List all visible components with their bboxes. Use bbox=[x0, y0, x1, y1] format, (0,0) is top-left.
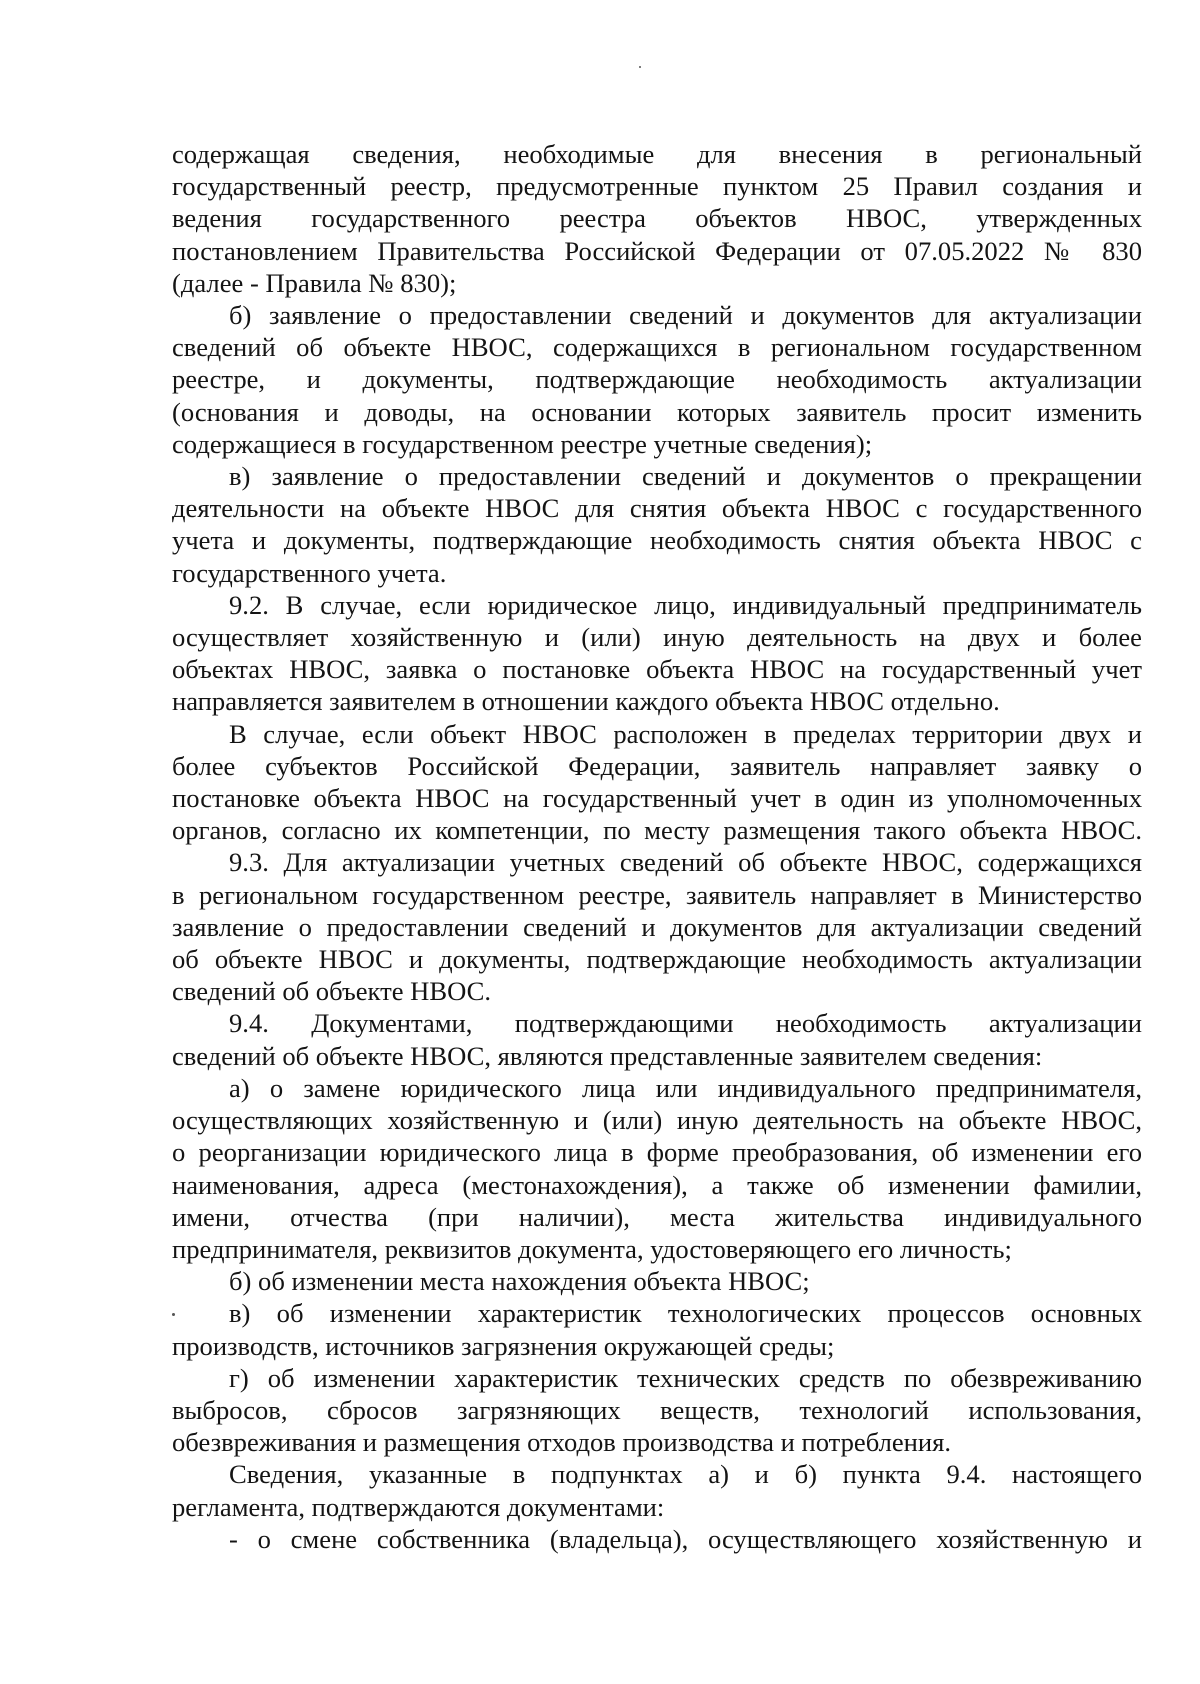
paragraph bbox=[172, 1458, 1142, 1522]
paragraph bbox=[172, 460, 1142, 589]
paragraph bbox=[172, 138, 1142, 299]
text-line: реестре, и документы, подтверждающие необходимость актуализации bbox=[172, 364, 1142, 395]
text-line: (основания и доводы, на основании которых заявитель просит изменить bbox=[172, 396, 1142, 427]
text-line: 9.3. Для актуализации учетных сведений об объекте НВОС, содержащихся bbox=[229, 847, 1142, 878]
text-line: государственный реестр, предусмотренные пунктом 25 Правил создания и bbox=[172, 171, 1142, 202]
text-line: сведений об объекте НВОС, являются представленные заявителем сведения: bbox=[172, 1040, 1043, 1071]
text-line: осуществляет хозяйственную и (или) иную деятельность на двух и более bbox=[172, 622, 1142, 653]
text-line: направляется заявителем в отношении каждого объекта НВОС отдельно. bbox=[172, 686, 1000, 717]
paragraph bbox=[172, 1007, 1142, 1071]
paragraph bbox=[172, 589, 1142, 718]
text-line: а) о замене юридического лица или индивидуального предпринимателя, bbox=[229, 1072, 1142, 1103]
scan-speck bbox=[639, 66, 641, 68]
paragraph bbox=[172, 1362, 1142, 1459]
text-line: б) об изменении места нахождения объекта НВОС; bbox=[229, 1266, 810, 1297]
text-line: в) об изменении характеристик технологических процессов основных bbox=[229, 1298, 1142, 1329]
text-line: сведений об объекте НВОС, содержащихся в региональном государственном bbox=[172, 332, 1142, 363]
text-line: более субъектов Российской Федерации, заявитель направляет заявку о bbox=[172, 750, 1142, 781]
text-line: наименования, адреса (местонахождения), а также об изменении фамилии, bbox=[172, 1169, 1142, 1200]
text-line: постановке объекта НВОС на государственный учет в один из уполномоченных bbox=[172, 783, 1142, 814]
text-line: предпринимателя, реквизитов документа, удостоверяющего его личность; bbox=[172, 1233, 1012, 1264]
text-line: производств, источников загрязнения окружающей среды; bbox=[172, 1330, 835, 1361]
text-line: (далее - Правила № 830); bbox=[172, 267, 457, 298]
text-line: постановлением Правительства Российской Федерации от 07.05.2022 № 830 bbox=[172, 235, 1142, 266]
text-line: регламента, подтверждаются документами: bbox=[172, 1491, 665, 1522]
text-line: 9.2. В случае, если юридическое лицо, индивидуальный предприниматель bbox=[229, 589, 1142, 620]
paragraph bbox=[172, 1072, 1142, 1265]
text-line: содержащая сведения, необходимые для внесения в региональный bbox=[172, 139, 1142, 169]
paragraph bbox=[172, 1265, 1142, 1297]
text-line: 9.4. Документами, подтверждающими необходимость актуализации bbox=[229, 1008, 1142, 1039]
text-line: обезвреживания и размещения отходов производства и потребления. bbox=[172, 1427, 951, 1458]
document-body bbox=[172, 138, 1142, 1555]
text-line: объектах НВОС, заявка о постановке объекта НВОС на государственный учет bbox=[172, 654, 1142, 685]
paragraph bbox=[172, 1297, 1142, 1361]
text-line: Сведения, указанные в подпунктах а) и б) пункта 9.4. настоящего bbox=[229, 1459, 1142, 1490]
text-line: деятельности на объекте НВОС для снятия объекта НВОС с государственного bbox=[172, 493, 1142, 524]
paragraph bbox=[172, 846, 1142, 1007]
text-line: заявление о предоставлении сведений и документов для актуализации сведений bbox=[172, 911, 1142, 942]
text-line: содержащиеся в государственном реестре учетные сведения); bbox=[172, 428, 873, 459]
text-line: г) об изменении характеристик технических средств по обезвреживанию bbox=[229, 1362, 1142, 1393]
text-line: - о смене собственника (владельца), осуществляющего хозяйственную и bbox=[229, 1523, 1142, 1554]
text-line: осуществляющих хозяйственную и (или) иную деятельность на объекте НВОС, bbox=[172, 1105, 1142, 1136]
text-line: о реорганизации юридического лица в форме преобразования, об изменении его bbox=[172, 1137, 1142, 1168]
paragraph bbox=[172, 1523, 1142, 1555]
paragraph bbox=[172, 718, 1142, 847]
text-line: об объекте НВОС и документы, подтверждающие необходимость актуализации bbox=[172, 944, 1142, 975]
text-line: учета и документы, подтверждающие необходимость снятия объекта НВОС с bbox=[172, 525, 1142, 556]
text-line: В случае, если объект НВОС расположен в пределах территории двух и bbox=[229, 718, 1142, 749]
text-line: б) заявление о предоставлении сведений и документов для актуализации bbox=[229, 300, 1142, 331]
text-line: сведений об объекте НВОС. bbox=[172, 976, 492, 1007]
text-line: ведения государственного реестра объектов НВОС, утвержденных bbox=[172, 203, 1142, 234]
text-line: выбросов, сбросов загрязняющих веществ, технологий использования, bbox=[172, 1394, 1142, 1425]
text-line: государственного учета. bbox=[172, 557, 447, 588]
text-line: в) заявление о предоставлении сведений и документов о прекращении bbox=[229, 461, 1142, 492]
text-line: органов, согласно их компетенции, по месту размещения такого объекта НВОС. bbox=[172, 815, 1142, 846]
paragraph bbox=[172, 299, 1142, 460]
text-line: имени, отчества (при наличии), места жительства индивидуального bbox=[172, 1201, 1142, 1232]
text-line: в региональном государственном реестре, заявитель направляет в Министерство bbox=[172, 879, 1142, 910]
